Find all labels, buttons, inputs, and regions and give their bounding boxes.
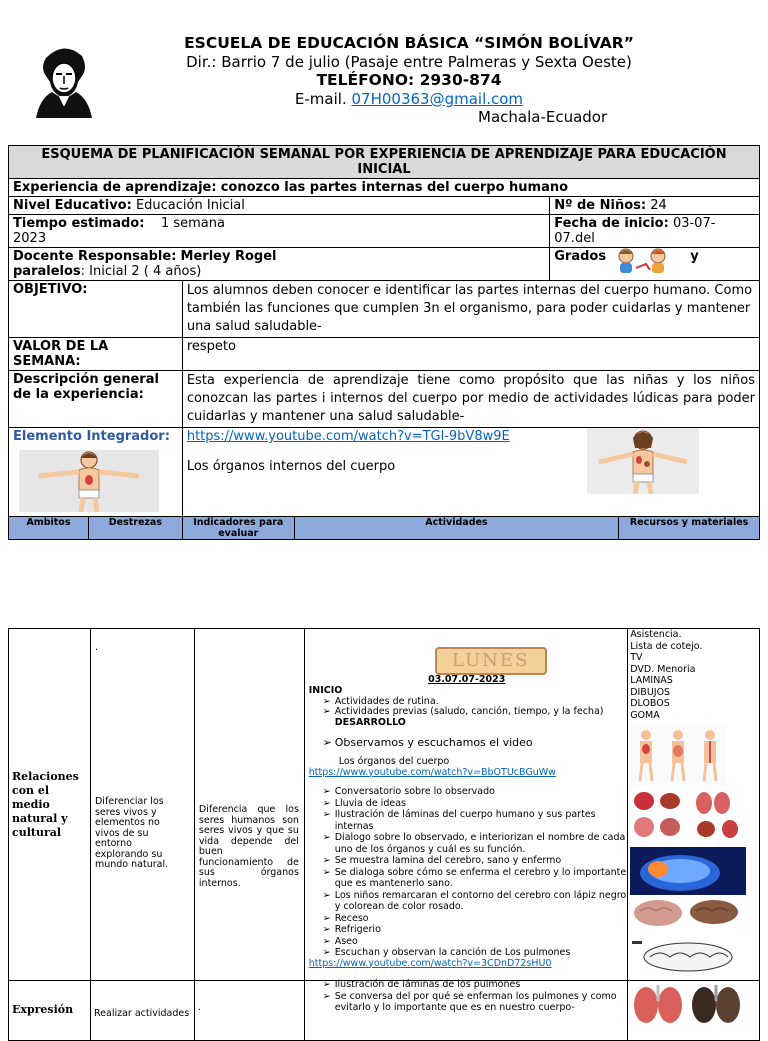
- level-value: Educación Inicial: [135, 198, 245, 213]
- list-item: ➢ Lluvia de ideas: [323, 798, 627, 810]
- resource-item: GOMA: [630, 709, 660, 721]
- teacher-cell: [9, 248, 550, 281]
- lungs-image: [632, 979, 742, 1033]
- destreza-cell: Realizar actividades: [90, 981, 194, 1041]
- grades-y: y: [690, 249, 699, 264]
- indicador-cell: .: [194, 981, 304, 1041]
- week-row-relaciones: [9, 629, 760, 981]
- planning-table: [8, 145, 760, 540]
- value-text: respeto: [182, 338, 759, 371]
- columns-header-row: [9, 517, 760, 540]
- integrator-label-cell: [9, 428, 183, 517]
- experience-value: conozco las partes internas del cuerpo humano: [220, 180, 569, 195]
- school-address: Dir.: Barrio 7 de julio (Pasaje entre Palmeras y Sexta Oeste): [186, 53, 632, 71]
- resource-item: DIBUJOS: [630, 686, 671, 698]
- level-label: Nivel Educativo:: [13, 198, 132, 213]
- children-label: Nº de Niños:: [554, 198, 647, 213]
- body-figure-left-image: [19, 450, 159, 516]
- list-item: ➢ Dialogo sobre lo observado, e interiorizan el nombre de cada uno de los órganos y cuál es su función.: [323, 832, 627, 855]
- lunes-date: 03.07.07-2023: [428, 674, 506, 685]
- email-link[interactable]: 07H00363@gmail.com: [351, 90, 524, 108]
- column-header: Recursos y materiales: [619, 517, 760, 540]
- teacher-value: Merley Rogel: [180, 249, 277, 264]
- organs-image: [630, 789, 748, 847]
- objective-text: Los alumnos deben conocer e identificar las partes internas del cuerpo humano. Como también las funciones que cumplen 3n el organismo, para poder cuidarlas y mantener una salud saludable-: [182, 281, 759, 338]
- school-phone: TELÉFONO: 2930-874: [316, 71, 502, 89]
- description-text: Esta experiencia de aprendizaje tiene como propósito que las niñas y los niños conozcan las partes i internos del cuerpo por medio de actividades lúdicas para poder cuidarlas y mantener una salud saludable-: [182, 371, 759, 428]
- time-cell: [9, 215, 550, 248]
- grades-cell: [550, 248, 760, 281]
- actividades-cell: [304, 981, 627, 1041]
- time-label: Tiempo estimado:: [13, 216, 145, 231]
- column-header: Ambitos: [9, 517, 89, 540]
- children-value: 24: [650, 198, 667, 213]
- list-item: ➢ Se dialoga sobre cómo se enferma el cerebro y lo importante que es mantenerlo sano.: [323, 867, 627, 890]
- list-item: ➢ Escuchan y observan la canción de Los pulmones: [323, 947, 627, 959]
- experience-label: Experiencia de aprendizaje:: [13, 180, 217, 195]
- song-link[interactable]: https://www.youtube.com/watch?v=3CDnD72sHU0: [308, 957, 552, 969]
- destreza-text: Diferenciar los seres vivos y elementos no vivos de su entorno explorando su mundo natural.: [94, 796, 169, 870]
- lungs-list: [309, 979, 641, 1014]
- column-header: Destrezas: [88, 517, 182, 540]
- ambito-cell: Relaciones con el medio natural y cultural: [9, 629, 91, 981]
- start-value: 03-07-07.del: [554, 216, 716, 246]
- list-item: ➢ Conversatorio sobre lo observado: [323, 786, 627, 798]
- column-header: Indicadores para evaluar: [182, 517, 294, 540]
- resource-item: LAMINAS: [630, 675, 673, 686]
- brains-image: [632, 897, 744, 933]
- teacher-label: Docente Responsable:: [13, 249, 177, 264]
- video-title: Los órganos del cuerpo: [338, 756, 450, 767]
- video-list: [309, 736, 627, 749]
- email-label: E-mail.: [294, 90, 347, 108]
- description-label: Descripción general de la experiencia:: [9, 371, 183, 428]
- resource-item: TV: [630, 652, 643, 663]
- brain-scan-image: [630, 847, 746, 899]
- list-item: ➢ Refrigerio: [323, 924, 627, 936]
- actividades-cell: [304, 629, 627, 981]
- recursos-cell: [628, 981, 760, 1041]
- resource-item: Lista de cotejo.: [630, 640, 703, 652]
- objective-label: OBJETIVO:: [9, 281, 183, 338]
- column-header: Actividades: [294, 517, 618, 540]
- list-item: ➢ Actividades previas (saludo, canción, tiempo, y la fecha): [323, 707, 627, 718]
- ambito-cell: Expresión: [9, 981, 91, 1041]
- list-item: ➢ Los niños remarcaran el contorno del cerebro con lápiz negro y colorean de color rosado.: [323, 890, 627, 913]
- integrator-text: Los órganos internos del cuerpo: [186, 459, 396, 474]
- school-email-line: [0, 90, 768, 108]
- activities-block: [309, 686, 627, 969]
- destreza-dot: .: [94, 642, 99, 653]
- resource-item: Asistencia.: [630, 629, 682, 640]
- list-item: ➢ Actividades de rutina.: [323, 697, 627, 708]
- inicio-heading: INICIO: [308, 685, 343, 696]
- resources-list: [630, 629, 702, 721]
- body-charts-image: [630, 725, 726, 789]
- recursos-cell: [628, 629, 760, 981]
- integrator-content-cell: [182, 428, 759, 517]
- week-table: [8, 628, 760, 1041]
- resource-item: DLOBOS: [630, 698, 670, 709]
- indicador-text: Diferencia que los seres humanos son seres vivos y que su vida depende del buen funcionamiento de sus órganos internos.: [198, 804, 299, 889]
- integrator-link[interactable]: https://www.youtube.com/watch?v=TGl-9bV8w9E: [186, 429, 510, 444]
- desarrollo-heading: DESARROLLO: [334, 716, 406, 728]
- list-item: ➢ Se muestra lamina del cerebro, sano y enfermo: [323, 855, 627, 867]
- value-label: VALOR DE LA SEMANA:: [9, 338, 183, 371]
- plan-title: ESQUEMA DE PLANIFICACIÓN SEMANAL POR EXPERIENCIA DE APRENDIZAJE PARA EDUCACIÓN INICIAL: [9, 146, 760, 179]
- list-item: ➢ Ilustración de láminas del cuerpo humano y sus partes internas: [323, 809, 627, 832]
- indicador-cell: [194, 629, 304, 981]
- integrator-label: Elemento Integrador:: [13, 429, 170, 444]
- development-list: [309, 786, 627, 959]
- start-label: Fecha de inicio:: [554, 216, 669, 231]
- video-link[interactable]: https://www.youtube.com/watch?v=BbOTUcBGuWw: [308, 766, 556, 778]
- grades-label: Grados: [554, 249, 607, 264]
- list-item: ➢ Receso: [323, 913, 627, 925]
- brain-sketch-image: [630, 939, 746, 977]
- year-value: 2023: [13, 231, 47, 246]
- week-row-expresion: [9, 981, 760, 1041]
- children-clipart-icon: [606, 246, 684, 280]
- start-cell: [550, 215, 760, 248]
- list-item: ➢ Aseo: [323, 936, 627, 948]
- paralelos-label: paralelos: [13, 264, 81, 279]
- resource-item: DVD. Menoria: [630, 663, 696, 675]
- list-item: ➢ Ilustración de láminas de los pulmones: [323, 979, 641, 991]
- level-cell: [9, 197, 550, 215]
- destreza-cell: [90, 629, 194, 981]
- children-cell: [550, 197, 760, 215]
- list-item: ➢ Observamos y escuchamos el video: [323, 736, 627, 749]
- school-city: Machala-Ecuador: [478, 108, 608, 126]
- list-item: ➢ Se conversa del por qué se enferman los pulmones y como evitarlo y lo importante que es en nuestro cuerpo-: [323, 991, 641, 1014]
- paralelos-value: : Inicial 2 ( 4 años): [80, 264, 202, 279]
- inicio-list: [309, 697, 627, 718]
- experience-row: [9, 179, 760, 197]
- time-value: 1 semana: [160, 216, 225, 231]
- lunes-banner: LUNES: [435, 647, 547, 675]
- body-figure-right-image: [587, 428, 699, 498]
- school-name: ESCUELA DE EDUCACIÓN BÁSICA “SIMÓN BOLÍVAR”: [184, 34, 634, 52]
